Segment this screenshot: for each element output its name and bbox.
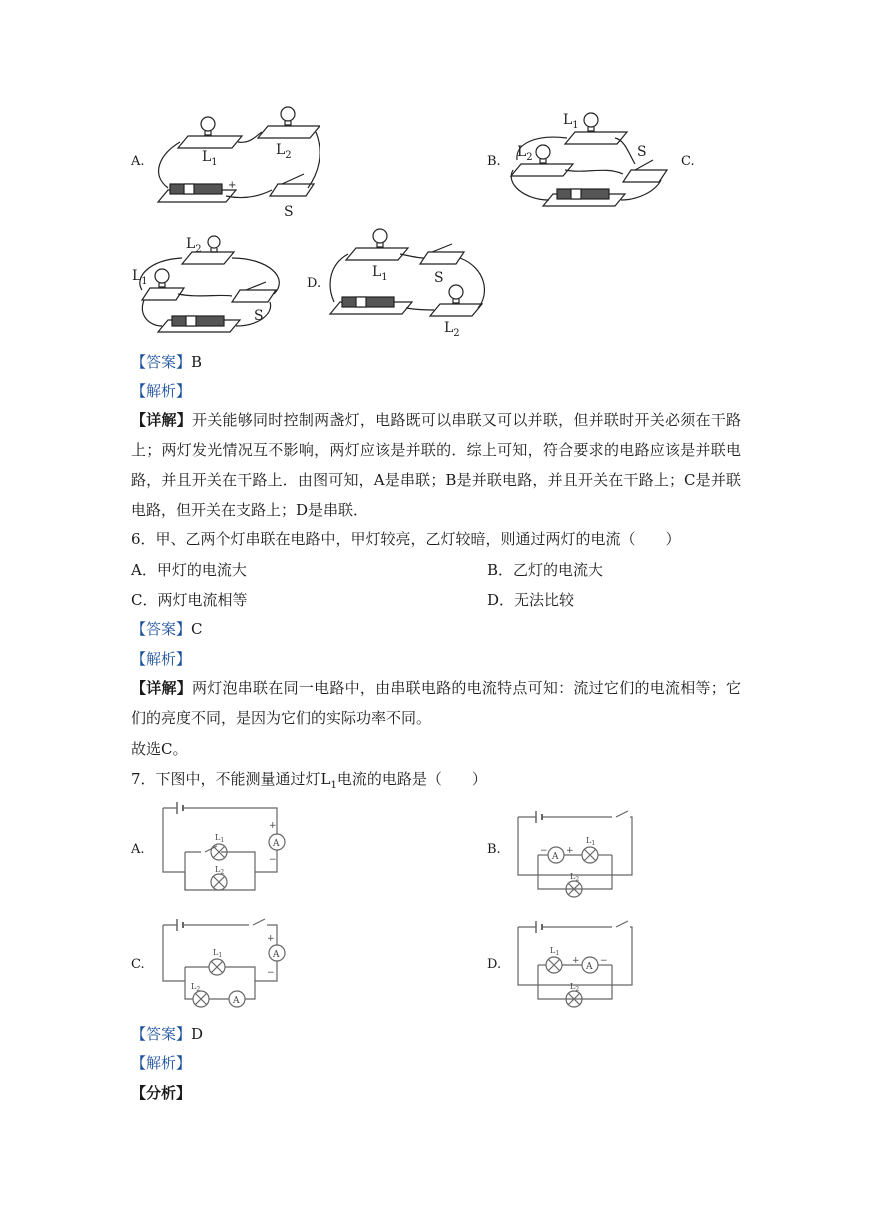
- answer-tag: 【答案】: [131, 353, 192, 371]
- q5-figure-label-d: D.: [307, 276, 322, 291]
- q5-detail: [131, 405, 741, 525]
- q7-circuit-c: [155, 915, 295, 1010]
- q5-figure-d: [326, 224, 496, 340]
- svg-text:+: +: [566, 846, 574, 856]
- svg-text:−: −: [540, 846, 548, 856]
- q6-option-d: D．无法比较: [487, 591, 575, 609]
- q7-answer: [131, 1024, 203, 1044]
- q5a-switch-label: S: [284, 204, 294, 220]
- svg-text:A: A: [552, 852, 559, 862]
- q6-option-b: B．乙灯的电流大: [487, 561, 604, 579]
- q5c-lamp1-label: $L_1$: [132, 268, 148, 287]
- q5d-switch-label: S: [434, 270, 444, 286]
- analysis-tag: 【解析】: [131, 382, 192, 400]
- svg-text:+: +: [228, 180, 237, 191]
- q5b-switch-label: S: [637, 144, 647, 160]
- q5a-lamp2-label: $L_2$: [276, 142, 292, 161]
- svg-text:−: −: [600, 956, 608, 966]
- q7b-l2: $L_2$: [570, 872, 580, 883]
- q7b-l1: $L_1$: [586, 836, 596, 847]
- analysis-tag: 【解析】: [131, 650, 192, 668]
- q7c-l1: $L_1$: [213, 948, 223, 959]
- q5b-lamp1-label: $L_1$: [563, 112, 579, 131]
- answer-value: B: [191, 353, 203, 371]
- q5-figure-label-a: A.: [131, 154, 145, 169]
- q5a-lamp1-label: $L_1$: [202, 149, 218, 168]
- q7-circuit-a: [155, 800, 295, 895]
- q6-analysis: [131, 649, 191, 669]
- q7d-l2: $L_2$: [570, 982, 580, 993]
- q5d-lamp2-label: $L_2$: [444, 320, 460, 339]
- q7-analysis2: [131, 1083, 191, 1103]
- q6-answer: [131, 619, 203, 639]
- q5-figure-label-b: B.: [487, 154, 501, 169]
- svg-text:+: +: [267, 934, 275, 944]
- svg-text:A: A: [233, 996, 240, 1006]
- detail-text: 两灯泡串联在同一电路中，由串联电路的电流特点可知：流过它们的电流相等；它们的亮度不同，是因为它们的实际功率不同。: [131, 679, 741, 727]
- q7-stem: 7．下图中，不能测量通过灯$L_1$电流的电路是（ ）: [131, 770, 487, 791]
- q5b-lamp2-label: $L_2$: [517, 144, 533, 163]
- detail-text: 开关能够同时控制两盏灯，电路既可以串联又可以并联，但并联时开关必须在干路上；两灯发光情况互不影响，两灯应该是并联的．综上可知，符合要求的电路应该是并联电路，并且开关在干路上．由图可知，A是串联；B是并联电路，并且开关在干路上；C是并联电路，但开关在支路上；D是串联．: [131, 411, 741, 519]
- q7-figure-label-a: A.: [131, 842, 145, 857]
- answer-tag: 【答案】: [131, 1025, 192, 1043]
- q5c-lamp2-label: $L_2$: [186, 236, 202, 255]
- svg-text:A: A: [586, 962, 593, 972]
- q7-figure-label-d: D.: [487, 957, 502, 972]
- q7-circuit-b: [512, 805, 642, 900]
- answer-value: D: [191, 1025, 204, 1043]
- answer-value: C: [191, 620, 203, 638]
- svg-text:−: −: [269, 855, 277, 865]
- q6-option-c: C．两灯电流相等: [131, 591, 248, 609]
- q7-circuit-d: [512, 915, 642, 1010]
- analysis-tag: 【解析】: [131, 1054, 192, 1072]
- q5-answer: [131, 352, 202, 372]
- q5d-lamp1-label: $L_1$: [372, 264, 388, 283]
- q5-figure-b: [505, 104, 680, 219]
- svg-text:+: +: [269, 821, 277, 831]
- svg-text:+: +: [572, 956, 580, 966]
- q5-analysis: [131, 381, 191, 401]
- q6-stem: 6．甲、乙两个灯串联在电路中，甲灯较亮，乙灯较暗，则通过两灯的电流（ ）: [131, 530, 681, 548]
- detail-tag: 【详解】: [131, 411, 193, 429]
- q7d-l1: $L_1$: [550, 946, 560, 957]
- q6-detail: [131, 673, 741, 733]
- q7a-l2: $L_2$: [215, 865, 225, 876]
- q7-figure-label-c: C.: [131, 957, 145, 972]
- q7c-l2: $L_2$: [191, 982, 201, 993]
- q5-figure-c: [128, 228, 298, 346]
- q5-figure-label-c: C.: [681, 154, 695, 169]
- q7-figure-label-b: B.: [487, 842, 501, 857]
- q5-figure-a: [150, 104, 320, 224]
- q7-analysis: [131, 1053, 191, 1073]
- q7a-l1: $L_1$: [215, 833, 225, 844]
- q6-option-a: A．甲灯的电流大: [131, 561, 247, 579]
- detail-tag: 【详解】: [131, 679, 193, 697]
- q5c-switch-label: S: [254, 308, 264, 324]
- analysis2-tag: 【分析】: [131, 1084, 192, 1102]
- svg-text:A: A: [273, 950, 280, 960]
- answer-tag: 【答案】: [131, 620, 192, 638]
- svg-text:A: A: [273, 839, 280, 849]
- q6-conclusion: 故选C。: [131, 740, 188, 758]
- svg-text:−: −: [267, 968, 275, 978]
